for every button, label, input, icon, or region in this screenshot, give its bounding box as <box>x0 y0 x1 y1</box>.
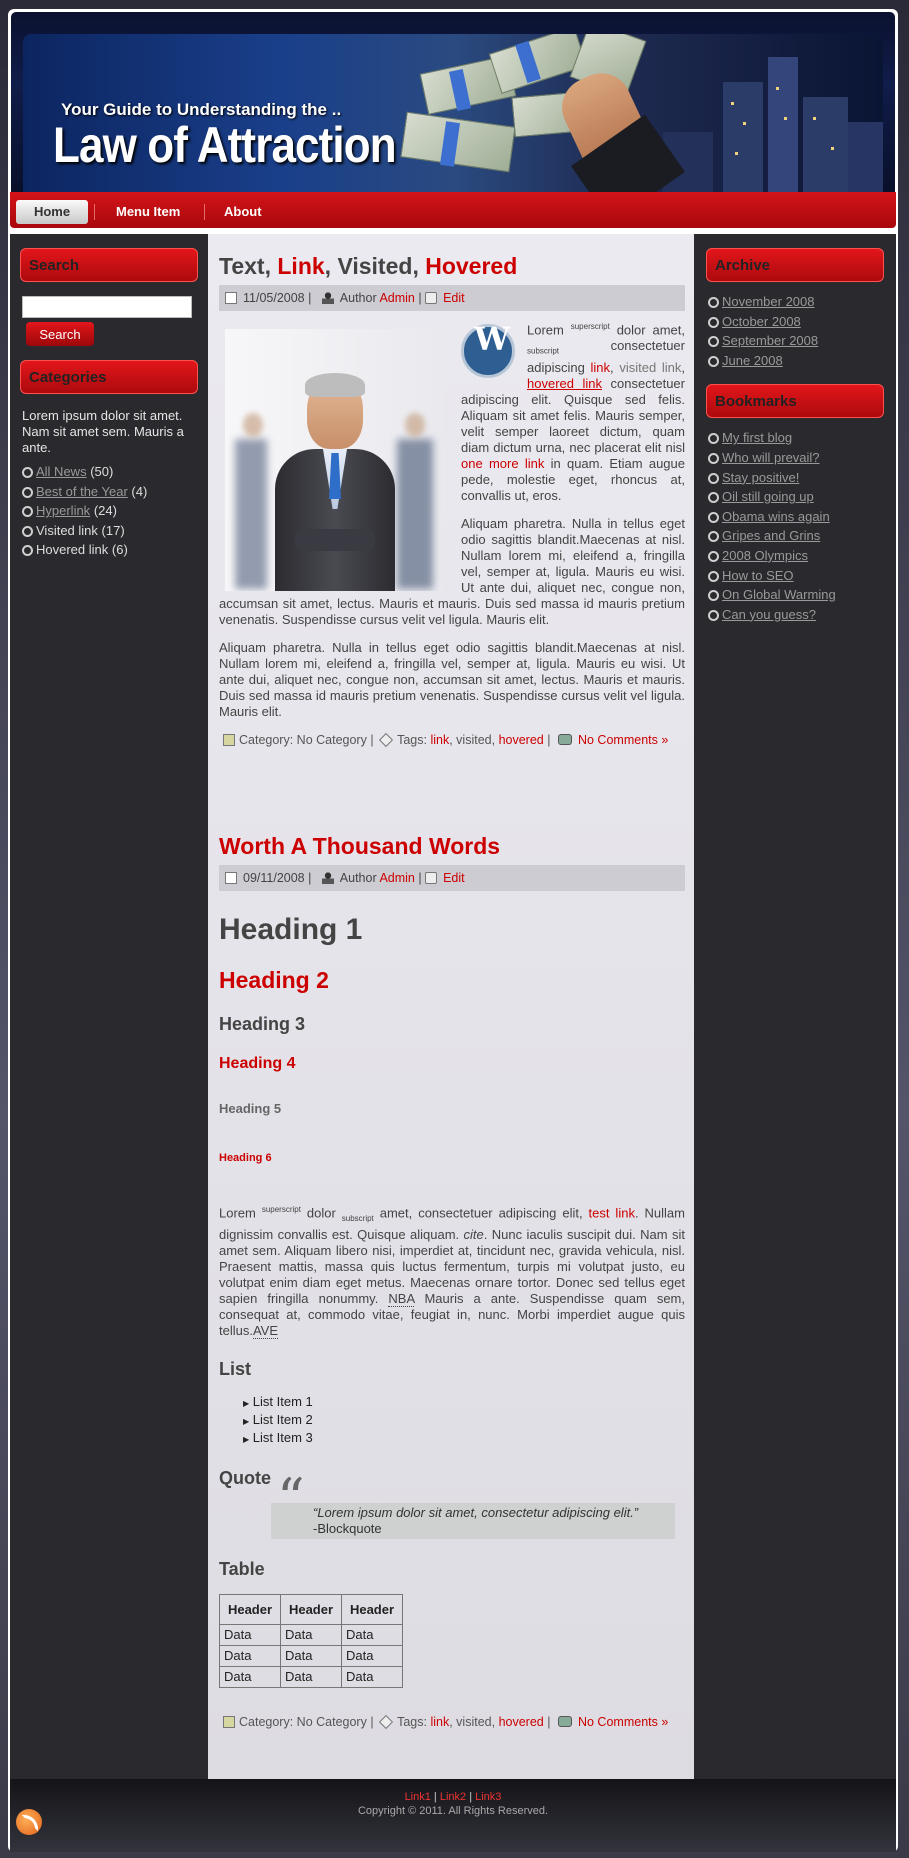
table-cell: Data <box>342 1624 403 1645</box>
tag-comma: , <box>449 732 453 747</box>
table-header: Header <box>220 1594 281 1624</box>
sample-table <box>219 1594 403 1688</box>
category-count: (50) <box>90 464 114 479</box>
category-link-visited[interactable]: Visited link <box>36 522 98 538</box>
tags-label: Tags: <box>397 1714 427 1729</box>
cite-text: cite <box>463 1226 484 1242</box>
bookmark-item <box>706 546 884 566</box>
copyright-text: Copyright © 2011. All Rights Reserved. <box>357 1805 549 1817</box>
edit-link[interactable]: Edit <box>443 291 465 305</box>
archive-link[interactable]: September 2008 <box>722 333 819 349</box>
bookmark-link[interactable]: Oil still going up <box>722 489 814 505</box>
folder-icon <box>223 1716 235 1728</box>
bookmark-item <box>706 507 884 527</box>
bookmark-link[interactable]: Can you guess? <box>722 606 816 622</box>
meta-separator: | <box>418 871 422 885</box>
menu-item-about[interactable]: About <box>224 204 262 219</box>
archive-list <box>706 292 884 370</box>
search-button[interactable]: Search <box>26 322 94 346</box>
search-heading: Search <box>20 248 198 282</box>
sidebar-intro-text: Lorem ipsum dolor sit amet. Nam sit amet sem. Mauris a ante. <box>22 408 184 455</box>
bookmark-item <box>706 605 884 625</box>
text: , <box>610 359 614 375</box>
rss-feed-icon[interactable] <box>16 1809 42 1835</box>
archive-item <box>706 331 884 351</box>
list-item-text: List Item 1 <box>252 1393 313 1409</box>
main-menu <box>10 192 896 228</box>
quote-attribution: -Blockquote <box>313 1520 382 1536</box>
category-item <box>20 540 198 560</box>
table-cell: Data <box>220 1624 281 1645</box>
archive-link[interactable]: June 2008 <box>722 352 783 368</box>
text: consectetuer adipiscing elit. Quisque sed felis. Aliquam sit amet felis. Mauris semper, velit semper laoreet dictum, quam diam dictum urna, nec placerat elit nisl <box>461 375 685 455</box>
city-building <box>848 122 883 192</box>
author-label: Author <box>339 871 377 885</box>
footer-separator: | <box>370 732 374 747</box>
arrow-bullet-icon: ▶ <box>243 1416 250 1426</box>
subscript-text: subscript <box>341 1213 374 1223</box>
tag-link[interactable]: link <box>430 732 450 747</box>
post-category: Category: No Category <box>239 1714 367 1729</box>
post-meta <box>219 865 685 891</box>
table-row <box>220 1624 403 1645</box>
heading-5: Heading 5 <box>219 1101 282 1116</box>
bookmark-link[interactable]: Stay positive! <box>722 469 800 485</box>
post-body <box>219 319 685 720</box>
text: consectetuer adipiscing <box>527 338 685 375</box>
bookmark-link[interactable]: 2008 Olympics <box>722 547 808 563</box>
folder-icon <box>223 734 235 746</box>
bookmark-item <box>706 428 884 448</box>
bookmark-link[interactable]: Gripes and Grins <box>722 528 821 544</box>
money-stack <box>400 112 515 173</box>
table-header: Header <box>342 1594 403 1624</box>
arrow-bullet-icon: ▶ <box>243 1398 250 1408</box>
tags-label: Tags: <box>397 732 427 747</box>
table-cell: Data <box>220 1645 281 1666</box>
tag-comma: , <box>491 732 496 747</box>
bookmark-link[interactable]: On Global Warming <box>722 587 836 603</box>
edit-icon <box>425 872 437 884</box>
superscript-text: superscript <box>261 1205 301 1214</box>
heading-4: Heading 4 <box>219 1055 296 1072</box>
footer-link[interactable]: Link1 <box>404 1791 431 1803</box>
city-building <box>768 57 798 192</box>
subscript-text: subscript <box>527 346 560 356</box>
post-title-text: Text <box>219 253 265 279</box>
bookmark-item <box>706 566 884 586</box>
comment-icon <box>558 734 572 745</box>
table-header-row <box>220 1594 403 1624</box>
footer-links <box>10 1791 896 1803</box>
title-comma: , <box>412 253 419 279</box>
blockquote <box>271 1503 675 1539</box>
post-meta <box>219 285 685 311</box>
text: in quam. Etiam augue pede, molestie eget, rhoncus at, convallis ut, eros. <box>461 455 685 503</box>
footer-separator: | <box>547 1714 551 1729</box>
author-link[interactable]: Admin <box>379 291 415 305</box>
text: amet, consectetuer adipiscing elit, <box>379 1205 583 1221</box>
heading-6: Heading 6 <box>219 1152 272 1164</box>
search-input[interactable] <box>22 296 192 318</box>
category-item <box>20 501 198 521</box>
footer-separator: | <box>370 1714 374 1729</box>
post-paragraph: Aliquam pharetra. Nulla in tellus eget odio sagittis blandit.Maecenas at nisl. Nullam lorem mi, eleifend a, fringilla vel, semper at, ligula. Mauris eu wisi. Ut ante dui, aliquet nec, congue non, accumsan sit amet, lectus. Mauris et mauris. Duis sed massa id mauris pretium venenatis. Suspendisse cursus velit vel ligula. Mauris elit. <box>219 515 685 627</box>
list-heading: List <box>219 1358 252 1379</box>
superscript-text: superscript <box>570 322 610 331</box>
post-footer <box>219 730 685 750</box>
bookmarks-list <box>706 428 884 624</box>
footer-link-separator: | <box>433 1791 437 1803</box>
text: Lorem <box>527 322 564 338</box>
post-title-hovered[interactable]: Hovered <box>425 253 518 279</box>
post-paragraph: Aliquam pharetra. Nulla in tellus eget odio sagittis blandit.Maecenas at nisl. Nullam lorem mi, eleifend a, fringilla vel, semper at, ligula. Mauris eu wisi. Ut ante dui, aliquet nec, congue non, accumsan sit amet, lectus. Mauris et mauris. Duis sed massa id mauris pretium venenatis. Suspendisse cursus velit vel ligula. Mauris elit. <box>219 639 685 719</box>
footer-separator: | <box>547 732 551 747</box>
text: . Nunc iaculis suscipit dui. Nam sit amet sem. Aliquam libero nisi, imperdiet at, tincidunt nec, gravida vehicula, nisl. Praesent mattis, massa quis luctus fermentum, turpis mi volutpat justo, eu volutpat enim diam eget metus. Maecenas ornare tortor. Donec sed tellus eget sapien fringilla nonummy. <box>219 1226 685 1306</box>
archive-link[interactable]: November 2008 <box>722 294 815 309</box>
footer-link[interactable]: Link3 <box>475 1791 502 1803</box>
text: , <box>681 359 685 375</box>
category-link-best-of-year[interactable]: Best of the Year <box>36 483 128 499</box>
arrow-bullet-icon: ▶ <box>243 1434 250 1444</box>
table-cell: Data <box>342 1666 403 1687</box>
category-count: (4) <box>131 483 148 499</box>
tag-link[interactable]: link <box>430 1714 450 1729</box>
visited-link[interactable]: visited link <box>619 359 682 375</box>
comments-link[interactable]: No Comments » <box>577 732 669 747</box>
post-title-visited[interactable]: Visited <box>337 253 413 279</box>
page-footer <box>10 1779 896 1852</box>
header-banner <box>23 34 883 192</box>
text: dolor <box>306 1205 336 1221</box>
categories-list <box>20 462 198 560</box>
heading-3: Heading 3 <box>219 1014 306 1034</box>
site-title[interactable]: Law of Attraction <box>53 117 396 173</box>
bookmarks-heading: Bookmarks <box>706 384 884 418</box>
businessman-photo <box>225 329 443 591</box>
bookmark-link[interactable]: Who will prevail? <box>722 449 820 465</box>
category-link-hyperlink[interactable]: Hyperlink <box>36 503 91 519</box>
tag-link[interactable]: hovered <box>498 732 544 747</box>
comments-link[interactable]: No Comments » <box>577 1714 669 1729</box>
footer-link-separator: | <box>469 1791 473 1803</box>
header <box>11 12 895 192</box>
author-link[interactable]: Admin <box>379 871 415 885</box>
table-cell: Data <box>281 1666 342 1687</box>
bookmark-item <box>706 526 884 546</box>
archive-item <box>706 351 884 371</box>
bookmark-item <box>706 487 884 507</box>
menu-separator <box>204 204 205 220</box>
tag-link[interactable]: hovered <box>498 1714 544 1729</box>
table-cell: Data <box>220 1666 281 1687</box>
table-cell: Data <box>281 1645 342 1666</box>
left-sidebar <box>20 248 198 560</box>
test-link[interactable]: test link <box>588 1205 635 1221</box>
text: dolor amet, <box>616 322 685 338</box>
archive-heading: Archive <box>706 248 884 282</box>
menu-item-menu-item[interactable]: Menu Item <box>116 204 181 219</box>
tag-icon <box>379 733 393 747</box>
quote-heading: Quote <box>219 1467 271 1488</box>
author-label: Author <box>339 291 377 305</box>
category-link-hovered[interactable]: Hovered link <box>36 542 109 558</box>
menu-item-home[interactable]: Home <box>16 200 88 224</box>
user-icon <box>322 872 334 884</box>
edit-icon <box>425 292 437 304</box>
table-cell: Data <box>342 1645 403 1666</box>
footer-link[interactable]: Link2 <box>439 1791 467 1803</box>
title-comma: , <box>264 253 271 279</box>
post-category: Category: No Category <box>239 732 367 747</box>
category-count: (6) <box>111 542 128 558</box>
post-1 <box>219 250 685 750</box>
right-sidebar <box>706 248 884 624</box>
category-item <box>20 482 198 502</box>
hovered-link[interactable]: hovered link <box>527 375 603 391</box>
category-item <box>20 521 198 541</box>
category-item <box>20 462 198 482</box>
meta-separator: | <box>308 291 312 305</box>
bookmark-item <box>706 468 884 488</box>
menu-separator <box>94 204 95 220</box>
sample-list <box>243 1394 685 1448</box>
tag-icon <box>379 1715 393 1729</box>
table-row <box>220 1645 403 1666</box>
tag-comma: , <box>449 1714 453 1729</box>
wordpress-logo-icon <box>461 324 515 378</box>
meta-separator: | <box>418 291 422 305</box>
meta-separator: | <box>308 871 312 885</box>
abbr-ave[interactable]: AVE <box>252 1322 279 1338</box>
category-count: (17) <box>101 522 125 538</box>
user-icon <box>322 292 334 304</box>
tag-link[interactable]: visited <box>456 1714 492 1729</box>
post-footer <box>219 1712 685 1732</box>
bookmark-link[interactable]: How to SEO <box>722 567 794 583</box>
heading-1: Heading 1 <box>219 913 363 946</box>
categories-heading: Categories <box>20 360 198 394</box>
text: . Nullam dignissim convallis est. Quisque aliquam. <box>219 1205 685 1242</box>
list-item-text: List Item 3 <box>252 1429 313 1445</box>
post-paragraph <box>219 1202 685 1339</box>
heading-2: Heading 2 <box>219 967 329 993</box>
post-date: 09/11/2008 <box>243 871 305 885</box>
list-item <box>243 1412 685 1430</box>
list-item <box>243 1394 685 1412</box>
text: Mauris a ante. Suspendisse quam sem, consequat at, commodo vitae, feugiat in, nunc. Morbi imperdiet augue quis tellus. <box>219 1290 685 1338</box>
archive-item <box>706 292 884 312</box>
city-building <box>723 82 763 192</box>
archive-link[interactable]: October 2008 <box>722 313 801 329</box>
tag-comma: , <box>491 1714 496 1729</box>
calendar-icon <box>225 872 237 884</box>
post-title <box>219 250 685 282</box>
quote-text: “ “Lorem ipsum dolor sit amet, consectetur adipiscing elit.” <box>313 1504 639 1520</box>
table-row <box>220 1666 403 1687</box>
abbr-nba[interactable]: NBA <box>388 1290 415 1306</box>
table-heading: Table <box>219 1558 265 1579</box>
category-link-all-news[interactable]: All News <box>36 464 87 479</box>
bookmark-item <box>706 448 884 468</box>
post-2 <box>219 830 685 1732</box>
post-date: 11/05/2008 <box>243 291 305 305</box>
one-more-link[interactable]: one more link <box>461 455 545 471</box>
archive-item <box>706 312 884 332</box>
text: Lorem <box>219 1205 256 1221</box>
list-item <box>243 1430 685 1448</box>
comment-icon <box>558 1716 572 1727</box>
list-item-text: List Item 2 <box>252 1411 313 1427</box>
calendar-icon <box>225 292 237 304</box>
category-count: (24) <box>93 503 117 519</box>
post-title[interactable]: Worth A Thousand Words <box>219 833 501 859</box>
bookmark-link[interactable]: Obama wins again <box>722 508 830 524</box>
post-title-link[interactable]: Link <box>277 253 325 279</box>
bookmark-link[interactable]: My first blog <box>722 430 793 446</box>
title-comma: , <box>324 253 332 279</box>
bookmark-item <box>706 585 884 605</box>
table-cell: Data <box>281 1624 342 1645</box>
edit-link[interactable]: Edit <box>443 871 465 885</box>
city-building <box>803 97 848 192</box>
tag-link[interactable]: visited <box>456 732 492 747</box>
header-tagline: Your Guide to Understanding the .. <box>61 100 342 119</box>
table-header: Header <box>281 1594 342 1624</box>
inline-link[interactable]: link <box>590 359 611 375</box>
